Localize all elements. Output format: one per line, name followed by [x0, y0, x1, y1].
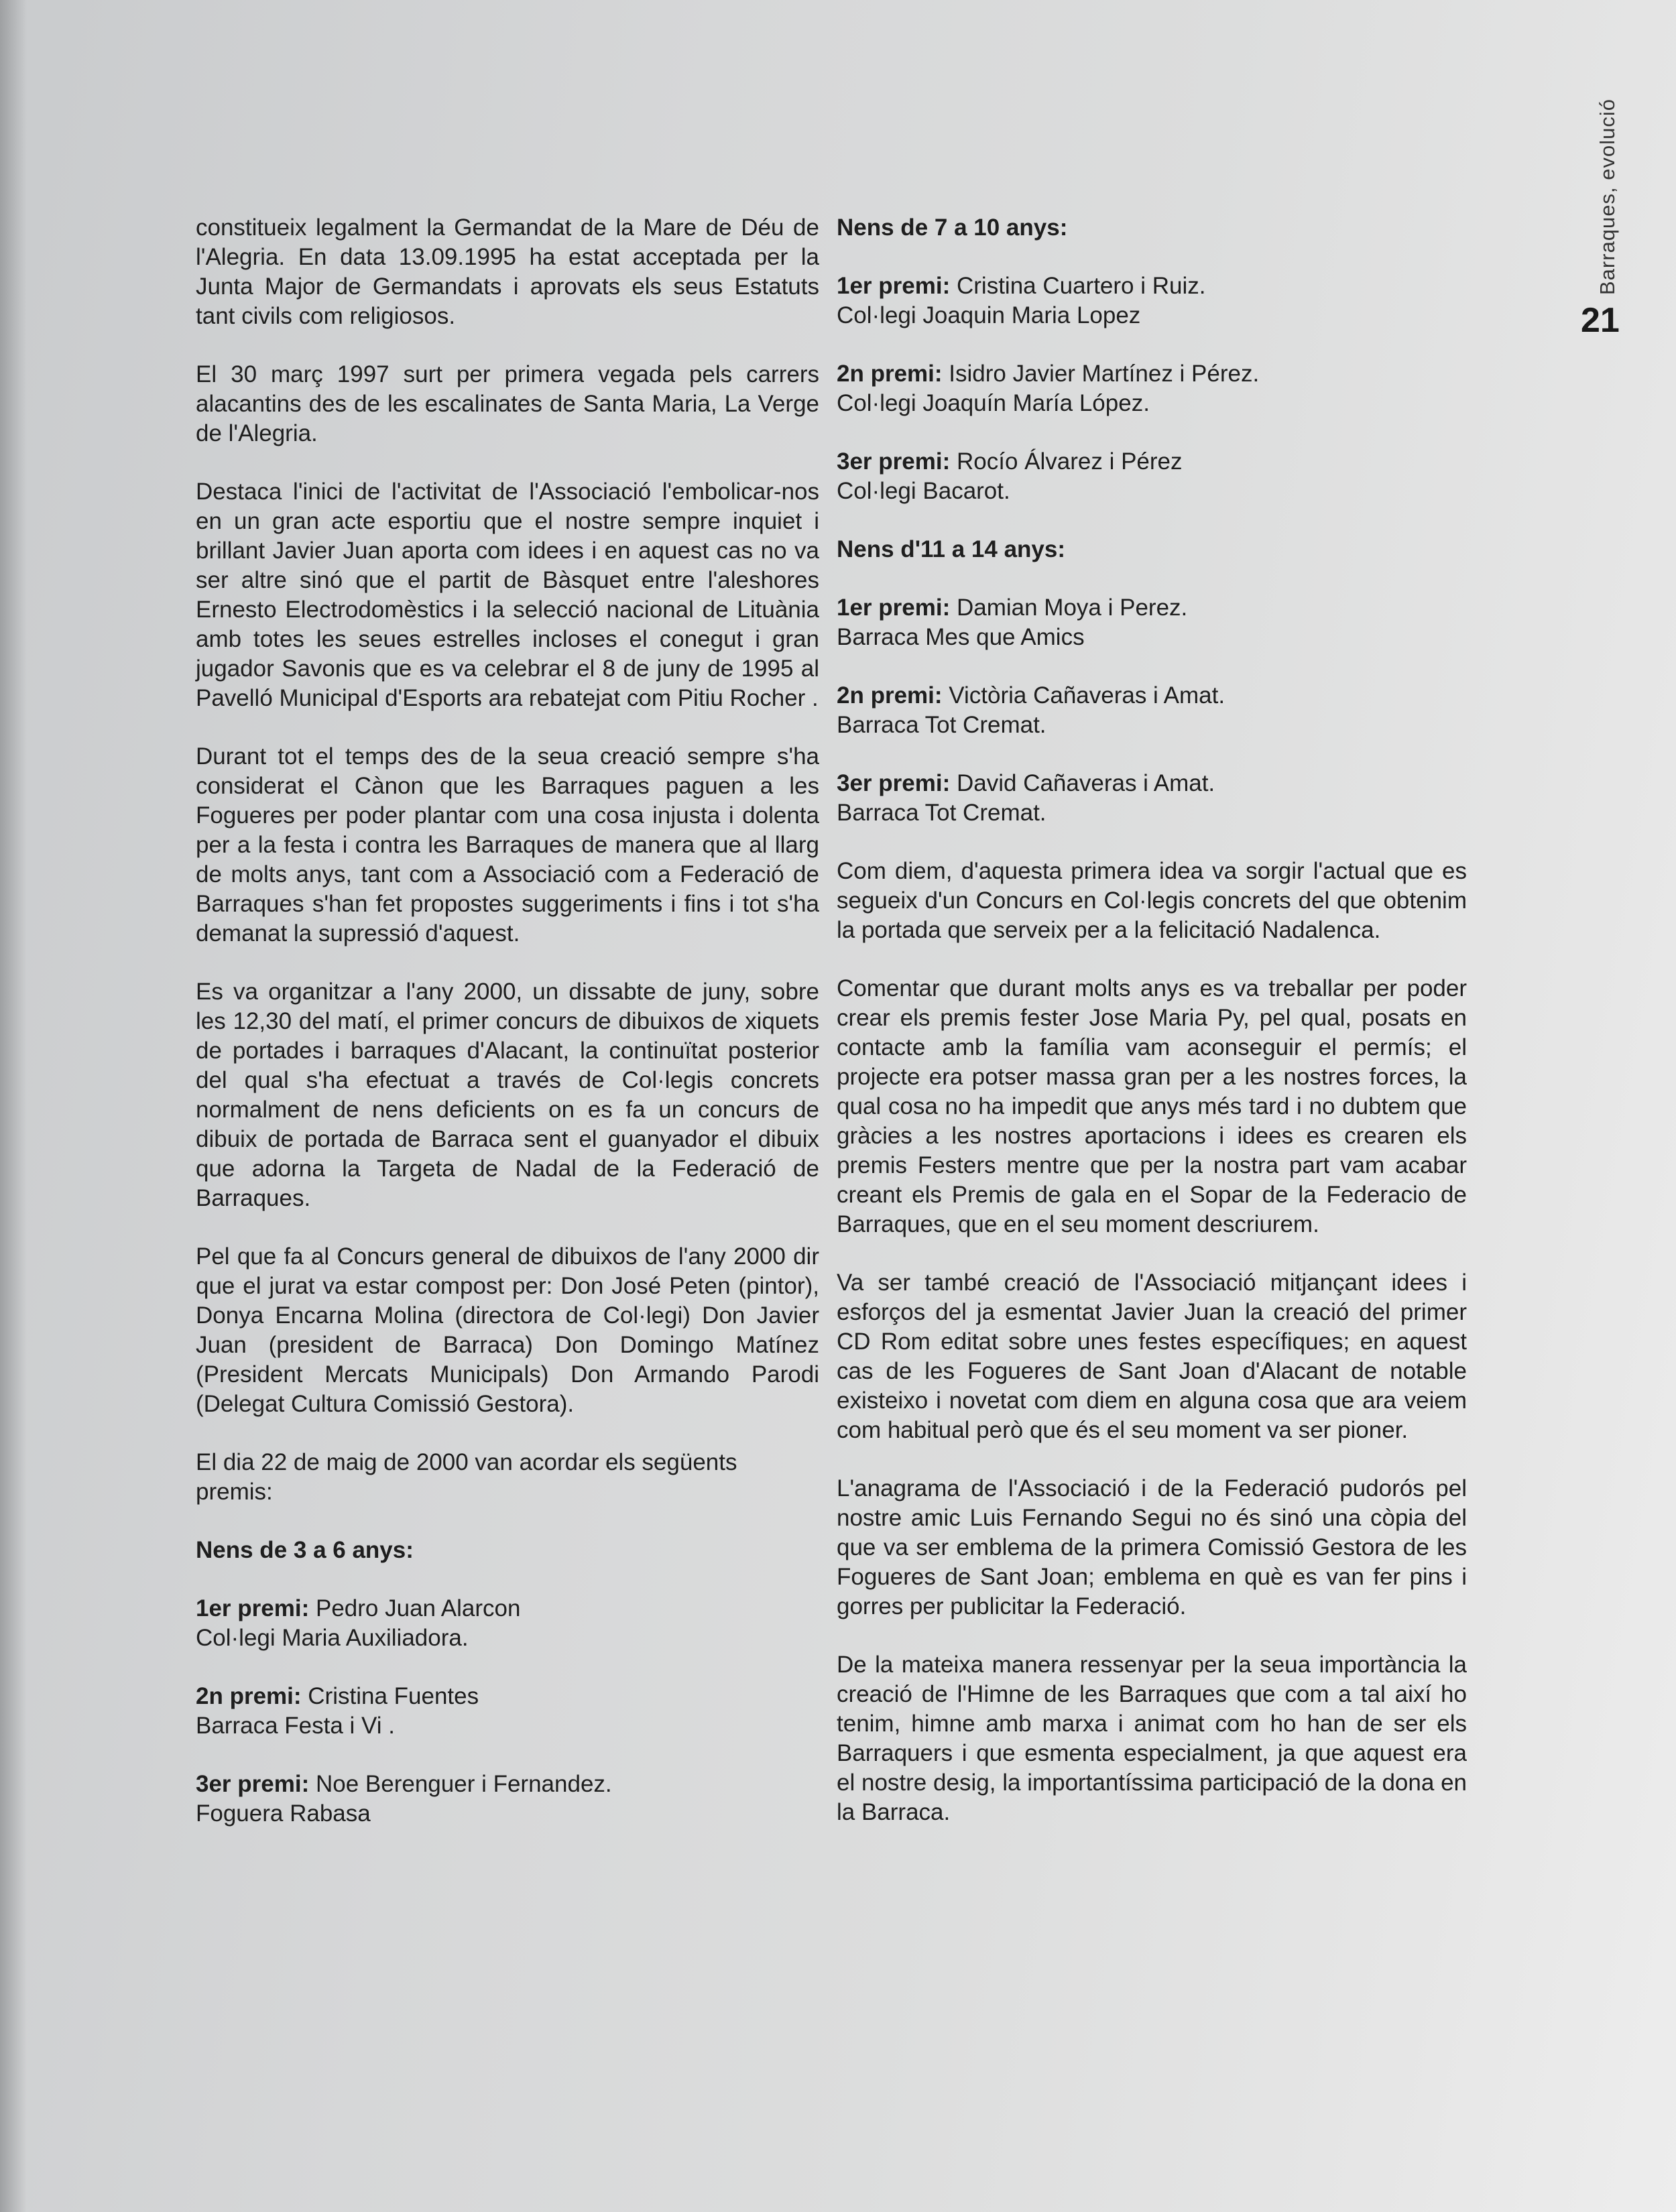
prize-institution: Col·legi Maria Auxiliadora.: [196, 1625, 469, 1651]
prize-winner: David Cañaveras i Amat.: [956, 770, 1215, 796]
right-column: [837, 213, 1467, 1856]
prize-winner: Cristina Fuentes: [308, 1683, 479, 1709]
prize-label: 1er premi:: [196, 1595, 310, 1621]
paragraph: Pel que fa al Concurs general de dibuixos de l'any 2000 dir que el jurat va estar compost per: Don José Peten (pintor), Donya Encarna Molina (directora de Col·legi) Don Javier Juan (president de Barraca) Don Domingo Matínez (President Mercats Municipals) Don Armando Parodi (Delegat Cultura Comissió Gestora).: [196, 1243, 819, 1417]
prize-label: 1er premi:: [837, 595, 951, 621]
paragraph: El 30 març 1997 surt per primera vegada pels carrers alacantins des de les escalinates de Santa Maria, La Verge de l'Alegria.: [196, 361, 819, 446]
prize-winner: Cristina Cuartero i Ruiz.: [956, 273, 1206, 299]
section-label: Barraques, evolució: [1596, 99, 1619, 295]
prize-label: 2n premi:: [196, 1683, 302, 1709]
prize-institution: Col·legi Bacarot.: [837, 478, 1010, 504]
paragraph: Destaca l'inici de l'activitat de l'Associació l'embolicar-nos en un gran acte esportiu que el nostre sempre inquiet i brillant Javier Juan aporta com idees i en aquest cas no va ser altre sinó que el partit de Bàsquet entre l'aleshores Ernesto Electrodomèstics i la selecció nacional de Lituània amb totes les seues estrelles incloses el conegut i gran jugador Savonis que es va celebrar el 8 de juny de 1995 al Pavelló Municipal d'Esports ara rebatejat com Pitiu Rocher .: [196, 479, 819, 711]
prize-winner: Isidro Javier Martínez i Pérez.: [949, 361, 1260, 387]
paragraph: Durant tot el temps des de la seua creació sempre s'ha considerat el Cànon que les Barraques paguen a les Fogueres per poder plantar com una cosa injusta i dolenta per a la festa i contra les Barraques de manera que al llarg de molts anys, tant com a Associació com a Federació de Barraques s'han fet propostes suggeriments i fins i tot s'ha demanat la supressió d'aquest.: [196, 743, 819, 946]
prize-entry: [837, 359, 1467, 418]
paragraph: Comentar que durant molts anys es va treballar per poder crear els premis fester Jose Maria Py, pel qual, posats en contacte amb la família vam aconseguir el permís; el projecte era potser massa gran per a les nostres forces, la qual cosa no ha impedit que anys més tard i no dubtem que gràcies a les nostres aportacions i idees es crearen els premis Festers mentre que per la nostra part vam acabar creant els Premis de gala en el Sopar de la Federacio de Barraques, que en el seu moment descriurem.: [837, 975, 1467, 1237]
paragraph: constitueix legalment la Germandat de la Mare de Déu de l'Alegria. En data 13.09.1995 ha estat acceptada per la Junta Major de Germandats i aprovats els seus Estatuts tant civils com religiosos.: [196, 214, 819, 329]
prize-label: 1er premi:: [837, 273, 951, 299]
prize-entry: [196, 1770, 819, 1829]
prize-group-heading: Nens d'11 a 14 anys:: [837, 536, 1066, 562]
prize-label: 3er premi:: [837, 448, 951, 475]
prize-institution: Barraca Festa i Vi .: [196, 1713, 395, 1739]
prize-entry: [837, 447, 1467, 506]
prize-winner: Noe Berenguer i Fernandez.: [315, 1771, 612, 1797]
prize-institution: Col·legi Joaquin Maria Lopez: [837, 302, 1141, 328]
prize-winner: Pedro Juan Alarcon: [315, 1595, 521, 1621]
prize-winner: Damian Moya i Perez.: [956, 595, 1188, 621]
prize-institution: Col·legi Joaquín María López.: [837, 390, 1150, 416]
prize-entry: [837, 681, 1467, 740]
prize-entry: [196, 1594, 819, 1653]
prize-winner: Rocío Álvarez i Pérez: [956, 448, 1183, 475]
prize-entry: [837, 769, 1467, 828]
prize-entry: [837, 271, 1467, 330]
paragraph: L'anagrama de l'Associació i de la Federació pudorós pel nostre amic Luis Fernando Segui no és sinó una còpia del que va ser emblema de la primera Comissió Gestora de les Fogueres de Sant Joan; emblema en què es van fer pins i gorres per publicitar la Federació.: [837, 1475, 1467, 1619]
prize-institution: Barraca Tot Cremat.: [837, 712, 1046, 738]
prize-institution: Foguera Rabasa: [196, 1800, 371, 1827]
prize-label: 2n premi:: [837, 361, 943, 387]
prize-group-heading: Nens de 7 a 10 anys:: [837, 214, 1068, 241]
prize-institution: Barraca Mes que Amics: [837, 624, 1085, 650]
prize-institution: Barraca Tot Cremat.: [837, 800, 1046, 826]
paragraph: Va ser també creació de l'Associació mitjançant idees i esforços del ja esmentat Javier Juan la creació del primer CD Rom editat sobre unes festes específiques; en aquest cas de les Fogueres de Sant Joan d'Alacant de notable existeixo i novetat com diem en alguna cosa que ara veiem com habitual però que és el seu moment va ser pioner.: [837, 1270, 1467, 1443]
paragraph: Com diem, d'aquesta primera idea va sorgir l'actual que es segueix d'un Concurs en Col·legis concrets del que obtenim la portada que serveix per a la felicitació Nadalenca.: [837, 858, 1467, 943]
page-number: 21: [1581, 301, 1620, 340]
spine-shadow: [0, 0, 27, 2212]
paragraph: El dia 22 de maig de 2000 van acordar els següents premis:: [196, 1449, 737, 1505]
prize-winner: Victòria Cañaveras i Amat.: [949, 682, 1225, 709]
prize-label: 2n premi:: [837, 682, 943, 709]
prize-group-heading: Nens de 3 a 6 anys:: [196, 1537, 414, 1563]
left-column: [196, 213, 819, 1857]
prize-label: 3er premi:: [837, 770, 951, 796]
paragraph: Es va organitzar a l'any 2000, un dissabte de juny, sobre les 12,30 del matí, el primer concurs de dibuixos de xiquets de portades i barraques d'Alacant, la continuïtat posterior del qual s'ha efectuat a través de Col·legis concrets normalment de nens deficients on es fa un concurs de dibuix de portada de Barraca sent el guanyador el dibuix que adorna la Targeta de Nadal de la Federació de Barraques.: [196, 979, 819, 1211]
prize-entry: [196, 1682, 819, 1741]
prize-entry: [837, 593, 1467, 652]
prize-label: 3er premi:: [196, 1771, 310, 1797]
paragraph: De la mateixa manera ressenyar per la seua importància la creació de l'Himne de les Barraques que com a tal així ho tenim, himne amb marxa i animat com ho han de ser els Barraquers i que esmenta especialment, ja que aquest era el nostre desig, la importantíssima participació de la dona en la Barraca.: [837, 1652, 1467, 1825]
